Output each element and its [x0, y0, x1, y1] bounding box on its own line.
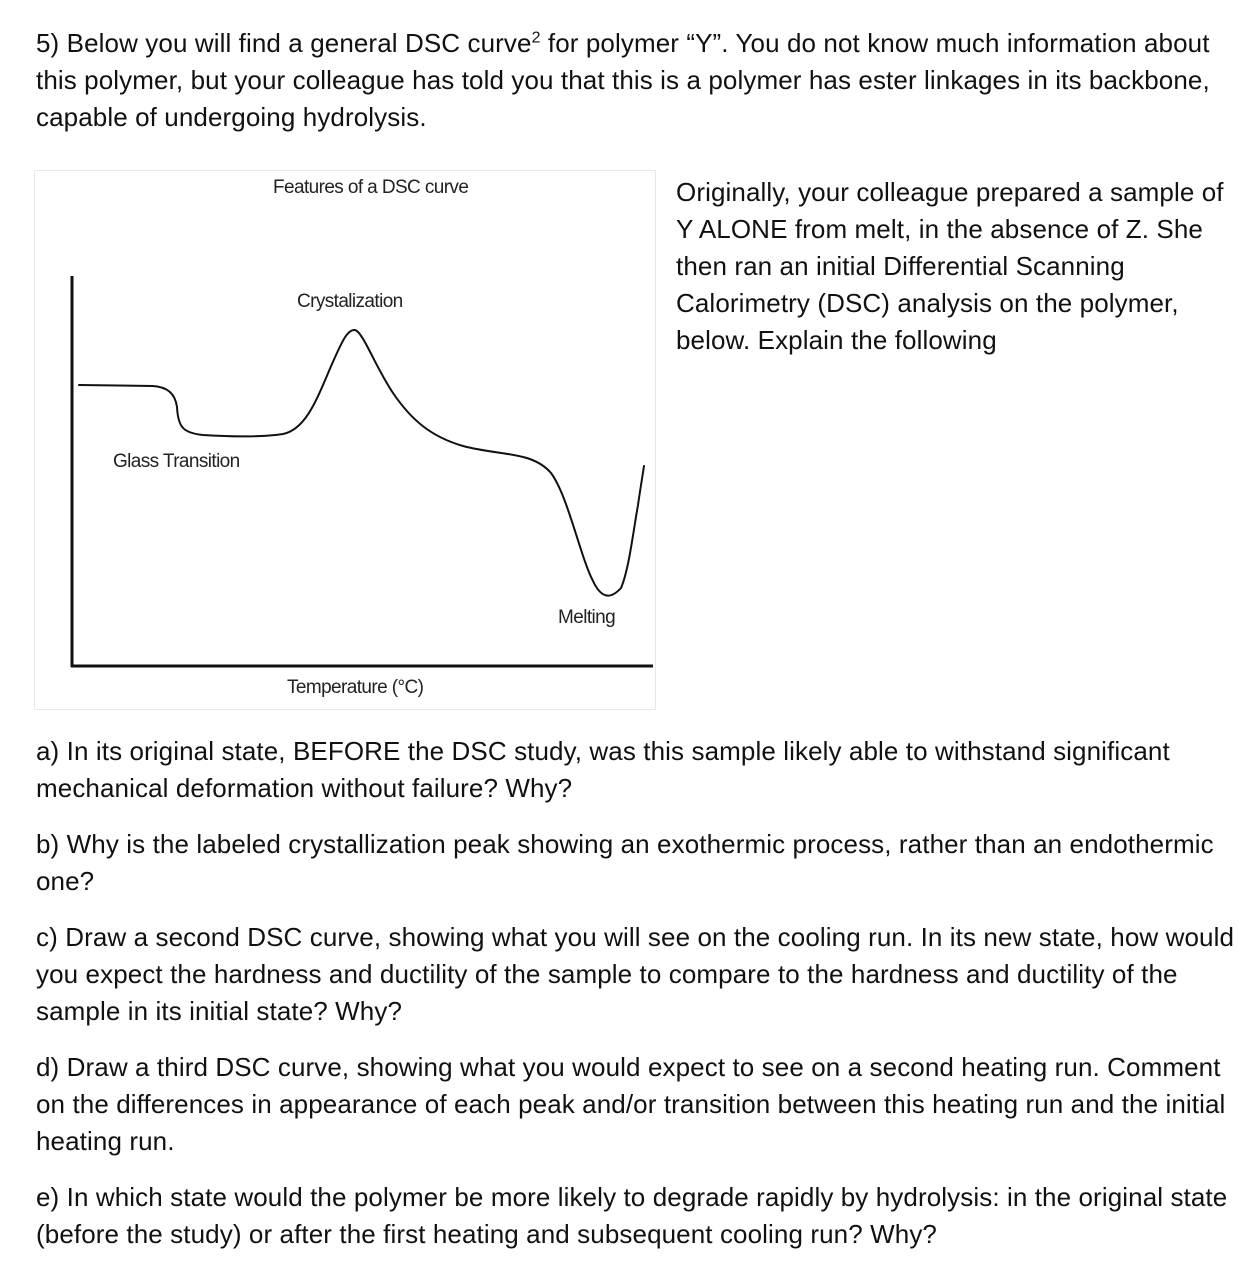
dsc-figure	[34, 170, 656, 710]
question-b	[36, 826, 1236, 900]
question-label: e)	[36, 1182, 60, 1212]
question-text: Why is the labeled crystallization peak showing an exothermic process, rather than an endothermic one?	[36, 829, 1214, 896]
problem-intro	[36, 25, 1236, 136]
question-text: Draw a second DSC curve, showing what you will see on the cooling run. In its new state, how would you expect the hardness and ductility of the sample to compare to the hardness and ductility of the sample in its initial state? Why?	[36, 922, 1235, 1026]
crystallization-label: Crystalization	[297, 291, 403, 312]
figure-side-text	[676, 174, 1236, 359]
question-text: In which state would the polymer be more likely to degrade rapidly by hydrolysis: in the original state (before the study) or after the first heating and subsequent cooling run? Why?	[36, 1182, 1228, 1249]
glass-transition-label: Glass Transition	[113, 451, 240, 472]
melting-label: Melting	[558, 607, 616, 628]
question-label: c)	[36, 922, 58, 952]
y-axis-label	[0, 411, 1, 521]
x-axis-label: Temperature (°C)	[287, 677, 424, 698]
question-text: In its original state, BEFORE the DSC study, was this sample likely able to withstand significant mechanical deformation without failure? Why?	[36, 736, 1170, 803]
side-paragraph: Originally, your colleague prepared a sample of Y ALONE from melt, in the absence of Z. She then ran an initial Differential Scanning Calorimetry (DSC) analysis on the polymer, below. Explain the following	[676, 177, 1224, 355]
intro-text-start: Below you will find a general DSC curve	[66, 28, 532, 58]
problem-intro-paragraph	[36, 25, 1236, 136]
question-label: b)	[36, 829, 60, 859]
question-text: Draw a third DSC curve, showing what you would expect to see on a second heating run. Comment on the differences in appearance of each peak and/or transition between this heating run and the initial heating run.	[36, 1052, 1226, 1156]
intro-text-end: for polymer “Y”. You do not know much information about this polymer, but your colleague has told you that this is a polymer has ester linkages in its backbone, capable of undergoing hydrolysis.	[36, 28, 1210, 132]
question-e	[36, 1179, 1236, 1253]
question-label: a)	[36, 736, 60, 766]
question-label: d)	[36, 1052, 60, 1082]
question-a	[36, 733, 1236, 807]
figure-title: Features of a DSC curve	[273, 177, 469, 198]
question-list	[36, 733, 1236, 1272]
question-c	[36, 919, 1236, 1030]
footnote-marker: 2	[531, 29, 541, 47]
problem-number: 5)	[36, 28, 60, 58]
question-d	[36, 1049, 1236, 1160]
